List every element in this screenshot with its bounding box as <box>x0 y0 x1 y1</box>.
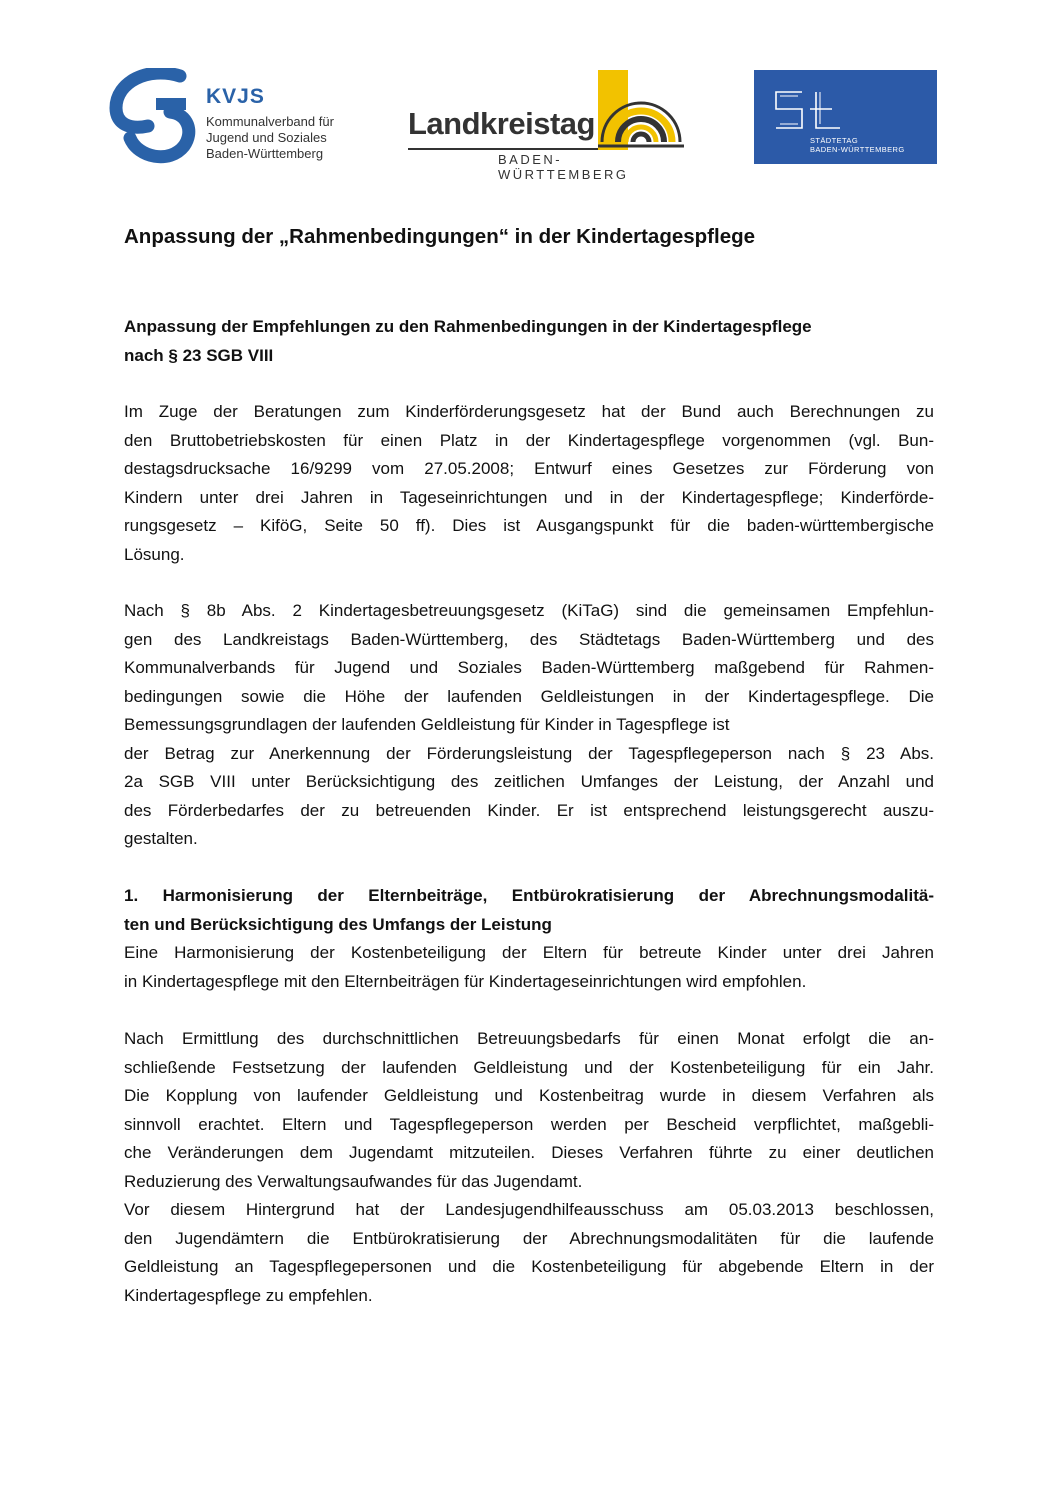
text-line: Kommunalverbands für Jugend und Soziales Baden-Württemberg maßgebend für Rahmen- <box>124 658 934 677</box>
kvjs-abbreviation: KVJS <box>206 85 265 108</box>
text-line: che Veränderungen dem Jugendamt mitzuteilen. Dieses Verfahren führte zu einer deutlichen <box>124 1143 934 1162</box>
text-line: rungsgesetz – KiföG, Seite 50 ff). Dies ist Ausgangspunkt für die baden-württembergische <box>124 516 934 535</box>
text-line: Kindertagespflege zu empfehlen. <box>124 1285 373 1305</box>
text-line: Lösung. <box>124 544 185 564</box>
kvjs-logo <box>108 68 358 168</box>
paragraph-2 <box>124 597 934 854</box>
text-line: Im Zuge der Beratungen zum Kinderförderungsgesetz hat der Bund auch Berechnungen zu <box>124 402 934 421</box>
text-line: Kindern unter drei Jahren in Tageseinrichtungen und in der Kindertagespflege; Kinderförde- <box>124 487 934 507</box>
text-line: in Kindertagespflege mit den Elternbeiträgen für Kindertageseinrichtungen wird empfohlen. <box>124 971 807 991</box>
landkreistag-emblem-icon <box>598 70 684 150</box>
text-line: den Jugendämtern die Entbürokratisierung der Abrechnungsmodalitäten für die laufende <box>124 1228 934 1248</box>
text-line: bedingungen sowie die Höhe der laufenden Geldleistungen in der Kindertagespflege. Die <box>124 686 934 706</box>
subheading <box>124 313 934 370</box>
text-line: Geldleistung an Tagespflegepersonen und die Kostenbeteiligung für abgebende Eltern in der <box>124 1257 934 1276</box>
subheading-line: Anpassung der Empfehlungen zu den Rahmenbedingungen in der Kindertagespflege <box>124 317 812 336</box>
text-line: 2a SGB VIII unter Berücksichtigung des zeitlichen Umfanges der Leistung, der Anzahl und <box>124 772 934 791</box>
staedtetag-line: STÄDTETAG <box>810 136 859 145</box>
text-line: den Bruttobetriebskosten für einen Platz in der Kindertagespflege vorgenommen (vgl. Bun- <box>124 430 934 450</box>
subheading-line: nach § 23 SGB VIII <box>124 345 274 365</box>
section-1-heading <box>124 882 934 939</box>
text-line: Nach Ermittlung des durchschnittlichen Betreuungsbedarfs für einen Monat erfolgt die an- <box>124 1029 934 1048</box>
text-line: schließende Festsetzung der laufenden Geldleistung und der Kostenbeteiligung für ein Jahr. <box>124 1057 934 1077</box>
paragraph-3 <box>124 939 934 996</box>
staedtetag-logo <box>754 70 937 164</box>
text-line: der Betrag zur Anerkennung der Förderungsleistung der Tagespflegeperson nach § 23 Abs. <box>124 743 934 763</box>
landkreistag-name: Landkreistag <box>408 106 595 141</box>
text-line: destagsdrucksache 16/9299 vom 27.05.2008; Entwurf eines Gesetzes zur Förderung von <box>124 459 934 478</box>
staedtetag-line: BADEN-WÜRTTEMBERG <box>810 145 905 154</box>
kvjs-line: Jugend und Soziales <box>206 130 327 145</box>
text-line: gestalten. <box>124 829 198 848</box>
landkreistag-logo <box>408 70 683 182</box>
text-line: Vor diesem Hintergrund hat der Landesjugendhilfeausschuss am 05.03.2013 beschlossen, <box>124 1200 934 1219</box>
text-line: Reduzierung des Verwaltungsaufwandes für das Jugendamt. <box>124 1171 583 1191</box>
page-title: Anpassung der „Rahmenbedingungen“ in der Kindertagespflege <box>124 225 756 248</box>
kvjs-line: Kommunalverband für <box>206 114 334 129</box>
text-line: Nach § 8b Abs. 2 Kindertagesbetreuungsgesetz (KiTaG) sind die gemeinsamen Empfehlun- <box>124 601 934 620</box>
text-line: Eine Harmonisierung der Kostenbeteiligung der Eltern für betreute Kinder unter drei Jahren <box>124 943 934 962</box>
text-line: sinnvoll erachtet. Eltern und Tagespflegeperson werden per Bescheid verpflichtet, maßgebli- <box>124 1114 934 1134</box>
landkreistag-rule <box>408 148 598 150</box>
paragraph-4 <box>124 1025 934 1310</box>
text-line: Die Kopplung von laufender Geldleistung und Kostenbeitrag wurde in diesem Verfahren als <box>124 1086 934 1105</box>
landkreistag-subtitle: BADEN-WÜRTTEMBERG <box>498 152 629 182</box>
paragraph-1 <box>124 398 934 569</box>
section-heading-line: ten und Berücksichtigung des Umfangs der Leistung <box>124 914 552 934</box>
section-heading-line: 1. Harmonisierung der Elternbeiträge, Entbürokratisierung der Abrechnungsmodalitä- <box>124 886 934 905</box>
staedtetag-emblem-icon <box>772 90 842 132</box>
text-line: gen des Landkreistags Baden-Württemberg, des Städtetags Baden-Württemberg und des <box>124 629 934 649</box>
text-line: des Förderbedarfes der zu betreuenden Kinder. Er ist entsprechend leistungsgerecht auszu- <box>124 800 934 820</box>
kvjs-line: Baden-Württemberg <box>206 146 324 161</box>
text-line: Bemessungsgrundlagen der laufenden Geldleistung für Kinder in Tagespflege ist <box>124 715 730 734</box>
kvjs-emblem-icon <box>108 68 198 164</box>
